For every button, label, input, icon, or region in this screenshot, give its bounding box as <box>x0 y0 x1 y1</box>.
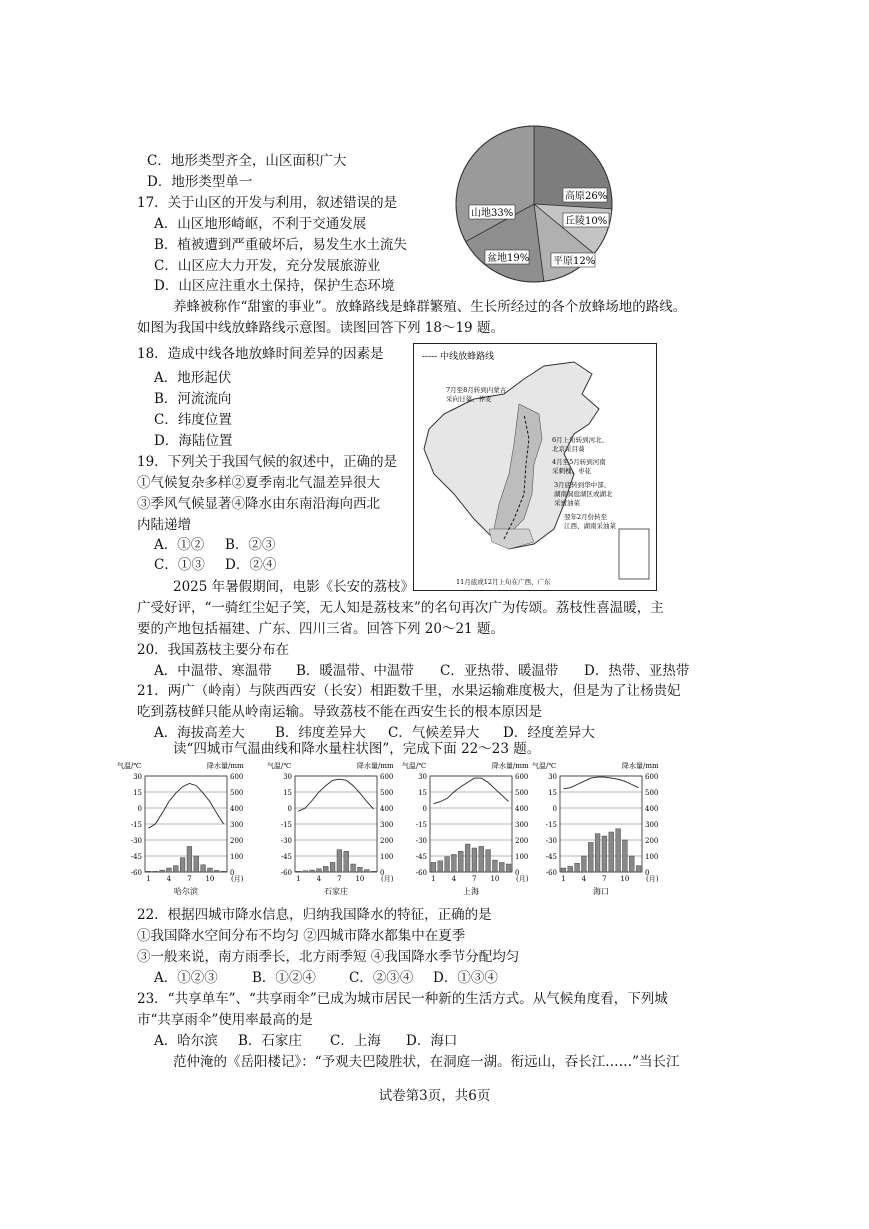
temp-tick: -15 <box>545 821 557 829</box>
precip-bar <box>173 866 178 872</box>
precip-bar <box>194 856 199 872</box>
precip-tick: 600 <box>515 773 529 781</box>
map-note-jiangxi-1: 翌年2月份转至 <box>564 513 608 521</box>
q20-option-b: B．暖温带、中温带 <box>296 663 414 679</box>
precip-tick: 300 <box>230 821 244 829</box>
temp-tick: -30 <box>280 837 292 845</box>
month-tick: 7 <box>602 875 607 883</box>
precip-bar <box>438 861 443 872</box>
pie-label-basin: 盆地19% <box>487 253 530 264</box>
chart-title: 哈尔滨 <box>174 887 198 896</box>
precip-bar <box>575 863 580 872</box>
temp-tick: 15 <box>418 789 427 797</box>
q23-option-d: D．海口 <box>406 1033 458 1049</box>
precip-bar <box>445 857 450 872</box>
month-tick: 4 <box>581 875 587 883</box>
q21-option-d: D．经度差异大 <box>503 725 595 741</box>
precip-axis-label: 降水量/mm <box>492 762 529 770</box>
month-tick: 1 <box>431 875 436 883</box>
q16-option-d: D．地形类型单一 <box>147 174 253 190</box>
month-tick: (月) <box>231 875 244 883</box>
bee-intro-line2: 如图为我国中线放蜂路线示意图。读图回答下列 18～19 题。 <box>137 320 504 336</box>
q17-stem: 17．关于山区的开发与利用，叙述错误的是 <box>137 195 398 211</box>
q19-statements-3: 内陆递增 <box>137 517 191 533</box>
precip-bar <box>303 871 308 872</box>
q21-option-a: A．海拔高差大 <box>154 725 245 741</box>
temp-tick: 0 <box>287 805 292 813</box>
temp-tick: -45 <box>280 853 292 861</box>
q19-statements-2: ③季风气候显著④降水由东南沿海向西北 <box>137 496 380 512</box>
q17-option-d: D．山区应注重水土保持，保护生态环境 <box>154 278 395 294</box>
q18-option-a: A．地形起伏 <box>154 370 232 386</box>
q22-option-d: D．①③④ <box>433 970 498 986</box>
precip-bar <box>351 864 356 872</box>
map-note-henan-2: 采刺槐、枣花 <box>552 467 591 475</box>
precip-bar <box>629 856 634 872</box>
temp-axis-label: 气温/℃ <box>267 762 292 770</box>
temp-tick: -60 <box>545 869 557 877</box>
q21-option-c: C．气候差异大 <box>388 725 480 741</box>
temp-tick: 0 <box>552 805 557 813</box>
precip-bar <box>499 862 504 872</box>
precip-bar <box>479 846 484 872</box>
precip-bar <box>472 848 477 872</box>
q22-statements-2: ③一般来说，南方雨季长，北方雨季短 ④我国降水季节分配均匀 <box>137 949 520 965</box>
precip-tick: 500 <box>230 789 244 797</box>
precip-tick: 600 <box>380 773 394 781</box>
q18-option-d: D．海陆位置 <box>154 433 233 449</box>
month-tick: 10 <box>490 875 500 883</box>
temp-tick: 30 <box>418 773 427 781</box>
temp-tick: -45 <box>415 853 427 861</box>
precip-axis-label: 降水量/mm <box>357 762 394 770</box>
precip-bar <box>187 846 192 872</box>
map-note-hebei-2: 北京采目葵 <box>552 445 585 453</box>
chart-title: 石家庄 <box>324 887 348 896</box>
precip-bar <box>623 840 628 872</box>
precip-bar <box>458 851 463 872</box>
map-note-inner-mongolia-1: 7月至8月转到内蒙古 <box>446 386 507 394</box>
precip-tick: 0 <box>645 869 650 877</box>
precip-tick: 100 <box>380 853 394 861</box>
temp-tick: -60 <box>280 869 292 877</box>
precip-bar <box>465 844 470 872</box>
precip-bar <box>452 854 457 872</box>
q22-stem: 22．根据四城市降水信息，归纳我国降水的特征，正确的是 <box>137 907 492 923</box>
precip-bar <box>506 864 511 872</box>
q17-option-b: B．植被遭到严重破坏后，易发生水土流失 <box>154 237 407 253</box>
lychee-intro-line3: 要的产地包括福建、广东、四川三省。回答下列 20～21 题。 <box>137 621 504 637</box>
map-note-henan-1: 4月至5月转到河南 <box>552 458 606 466</box>
temp-tick: 0 <box>137 805 142 813</box>
precip-tick: 500 <box>380 789 394 797</box>
month-tick: (月) <box>646 875 659 883</box>
temp-tick: -30 <box>415 837 427 845</box>
precip-tick: 300 <box>380 821 394 829</box>
temp-tick: 30 <box>548 773 557 781</box>
pie-label-mountain: 山地33% <box>471 208 514 219</box>
month-tick: 10 <box>620 875 630 883</box>
precip-tick: 200 <box>645 837 659 845</box>
q22-option-a: A．①②③ <box>154 970 218 986</box>
temp-tick: 30 <box>133 773 142 781</box>
map-note-hubei-1: 3月底转到华中部、 <box>554 481 611 489</box>
month-tick: 10 <box>205 875 215 883</box>
charts-intro: 读“四城市气温曲线和降水量柱状图”，完成下面 22～23 题。 <box>173 741 541 757</box>
temperature-curve <box>433 778 508 804</box>
temp-axis-label: 气温/℃ <box>532 762 557 770</box>
temp-axis-label: 气温/℃ <box>402 762 427 770</box>
lychee-intro-line1: 2025 年暑假期间，电影《长安的荔枝》 <box>173 579 415 595</box>
chart-haikou <box>530 760 720 900</box>
precip-bar <box>561 868 566 872</box>
q22-option-b: B．①②④ <box>252 970 316 986</box>
q19-option-d: D．②④ <box>225 557 277 573</box>
temp-tick: -45 <box>130 853 142 861</box>
month-tick: (月) <box>381 875 394 883</box>
month-tick: 7 <box>337 875 342 883</box>
precip-bar <box>358 867 363 872</box>
precip-bar <box>582 856 587 872</box>
precip-tick: 400 <box>515 805 529 813</box>
precip-bar <box>201 865 206 872</box>
precip-bar <box>310 870 315 872</box>
q17-option-c: C．山区应大力开发，充分发展旅游业 <box>154 258 381 274</box>
month-tick: 7 <box>187 875 192 883</box>
map-note-hubei-2: 湖南洞庭湖区或湖北 <box>554 490 613 498</box>
q20-option-a: A．中温带、寒温带 <box>154 663 272 679</box>
precip-bar <box>330 862 335 872</box>
precip-bar <box>296 871 301 872</box>
month-tick: 1 <box>561 875 566 883</box>
map-note-hebei-1: 6月上旬转到河北、 <box>552 436 609 444</box>
precip-tick: 0 <box>515 869 520 877</box>
month-tick: 7 <box>472 875 477 883</box>
q21-option-b: B．纬度差异大 <box>275 725 366 741</box>
temp-tick: -60 <box>130 869 142 877</box>
precip-tick: 0 <box>230 869 235 877</box>
map-note-guangxi: 11月底或12月上旬在广西、广东 <box>456 578 551 586</box>
q22-option-c: C．②③④ <box>349 970 414 986</box>
map-note-jiangxi-2: 江西、湖南采油菜 <box>564 522 616 530</box>
q18-option-c: C．纬度位置 <box>154 412 232 428</box>
temp-tick: -15 <box>280 821 292 829</box>
precip-tick: 600 <box>645 773 659 781</box>
temp-tick: 0 <box>422 805 427 813</box>
precip-tick: 100 <box>645 853 659 861</box>
temp-tick: -30 <box>545 837 557 845</box>
precip-bar <box>153 871 158 872</box>
precip-tick: 600 <box>230 773 244 781</box>
bee-route-map <box>413 343 657 591</box>
precip-bar <box>588 842 593 872</box>
q20-option-c: C．亚热带、暖温带 <box>440 663 559 679</box>
precip-bar <box>616 829 621 872</box>
q19-option-b: B．②③ <box>225 537 276 553</box>
month-tick: (月) <box>516 875 529 883</box>
temp-tick: 15 <box>548 789 557 797</box>
precip-tick: 200 <box>230 837 244 845</box>
temp-tick: 15 <box>133 789 142 797</box>
chart-title: 海口 <box>593 887 609 896</box>
temp-tick: -15 <box>130 821 142 829</box>
temperature-curve <box>298 779 373 811</box>
precip-bar <box>486 850 491 872</box>
precip-bar <box>180 858 185 872</box>
precip-tick: 400 <box>380 805 394 813</box>
q23-stem-line2: 市“共享雨伞”使用率最高的是 <box>137 1012 313 1028</box>
precip-tick: 300 <box>645 821 659 829</box>
precip-bar <box>493 860 498 872</box>
q19-option-c: C．①③ <box>154 557 205 573</box>
precip-tick: 200 <box>515 837 529 845</box>
pie-label-hills: 丘陵10% <box>565 216 608 227</box>
chart-title: 上海 <box>463 887 479 896</box>
q19-option-a: A．①② <box>154 537 205 553</box>
pie-label-plain: 平原12% <box>553 256 596 267</box>
precip-bar <box>371 871 376 872</box>
temp-tick: -15 <box>415 821 427 829</box>
precip-bar <box>344 851 349 872</box>
page-footer: 试卷第3页，共6页 <box>378 1088 491 1104</box>
precip-tick: 200 <box>380 837 394 845</box>
precip-bar <box>636 866 641 872</box>
month-tick: 4 <box>451 875 457 883</box>
precip-bar <box>221 871 226 872</box>
map-note-inner-mongolia-2: 采向日葵、荞麦 <box>446 395 492 403</box>
precip-tick: 400 <box>645 805 659 813</box>
precip-tick: 300 <box>515 821 529 829</box>
map-note-hubei-3: 采蜜油菜 <box>554 499 580 507</box>
q17-option-a: A．山区地形崎岖，不利于交通发展 <box>154 216 367 232</box>
precip-bar <box>568 866 573 872</box>
precip-tick: 100 <box>230 853 244 861</box>
precip-bar <box>323 866 328 872</box>
map-legend: ----- 中线放蜂路线 <box>422 352 495 362</box>
pie-label-plateau: 高原26% <box>565 191 608 202</box>
precip-bar <box>146 871 151 872</box>
q21-stem-line1: 21．两广（岭南）与陕西西安（长安）相距数千里，水果运输难度极大，但是为了让杨贵妃 <box>137 683 681 699</box>
q21-stem-line2: 吃到荔枝鲜只能从岭南运输。导致荔枝不能在西安生长的根本原因是 <box>137 704 542 720</box>
q22-statements-1: ①我国降水空间分布不均匀 ②四城市降水都集中在夏季 <box>137 928 466 944</box>
temperature-curve <box>563 777 638 789</box>
q16-option-c: C．地形类型齐全，山区面积广大 <box>147 153 347 169</box>
q19-stem: 19．下列关于我国气候的叙述中，正确的是 <box>137 454 398 470</box>
month-tick: 1 <box>146 875 151 883</box>
precip-axis-label: 降水量/mm <box>207 762 244 770</box>
precip-tick: 100 <box>515 853 529 861</box>
precip-bar <box>602 836 607 872</box>
precip-tick: 500 <box>645 789 659 797</box>
temp-tick: -60 <box>415 869 427 877</box>
precip-bar <box>337 850 342 872</box>
precip-bar <box>364 870 369 872</box>
month-tick: 4 <box>166 875 172 883</box>
q23-option-a: A．哈尔滨 <box>154 1033 218 1049</box>
q23-option-c: C．上海 <box>330 1033 381 1049</box>
precip-bar <box>609 832 614 872</box>
q20-stem: 20．我国荔枝主要分布在 <box>137 642 290 658</box>
q20-option-d: D．热带、亚热带 <box>584 663 690 679</box>
q18-option-b: B．河流流向 <box>154 391 232 407</box>
precip-bar <box>431 862 436 872</box>
precip-axis-label: 降水量/mm <box>622 762 659 770</box>
temp-tick: -45 <box>545 853 557 861</box>
lychee-intro-line2: 广受好评，“一骑红尘妃子笑，无人知是荔枝来”的名句再次广为传颂。荔枝性喜温暖，主 <box>137 600 664 616</box>
temperature-curve <box>148 784 223 829</box>
temp-tick: 30 <box>283 773 292 781</box>
temp-tick: 15 <box>283 789 292 797</box>
precip-bar <box>317 869 322 872</box>
q23-option-b: B．石家庄 <box>238 1033 302 1049</box>
q19-statements-1: ①气候复杂多样②夏季南北气温差异很大 <box>137 475 380 491</box>
precip-bar <box>160 870 165 872</box>
terrain-pie-chart <box>455 125 613 283</box>
precip-bar <box>214 870 219 872</box>
month-tick: 4 <box>316 875 322 883</box>
temp-axis-label: 气温/℃ <box>117 762 142 770</box>
precip-bar <box>167 868 172 872</box>
month-tick: 1 <box>296 875 301 883</box>
precip-tick: 500 <box>515 789 529 797</box>
yueyang-intro: 范仲淹的《岳阳楼记》：“予观夫巴陵胜状，在洞庭一湖。衔远山，吞长江……”当长江 <box>173 1054 680 1070</box>
precip-bar <box>595 834 600 872</box>
q23-stem-line1: 23．“共享单车”、“共享雨伞”已成为城市居民一种新的生活方式。从气候角度看，下列城 <box>137 991 668 1007</box>
bee-intro-line1: 养蜂被称作“甜蜜的事业”。放蜂路线是蜂群繁殖、生长所经过的各个放蜂场地的路线。 <box>173 299 687 315</box>
precip-tick: 0 <box>380 869 385 877</box>
month-tick: 10 <box>355 875 365 883</box>
temp-tick: -30 <box>130 837 142 845</box>
precip-bar <box>208 868 213 872</box>
q18-stem: 18．造成中线各地放蜂时间差异的因素是 <box>137 346 384 362</box>
precip-tick: 400 <box>230 805 244 813</box>
